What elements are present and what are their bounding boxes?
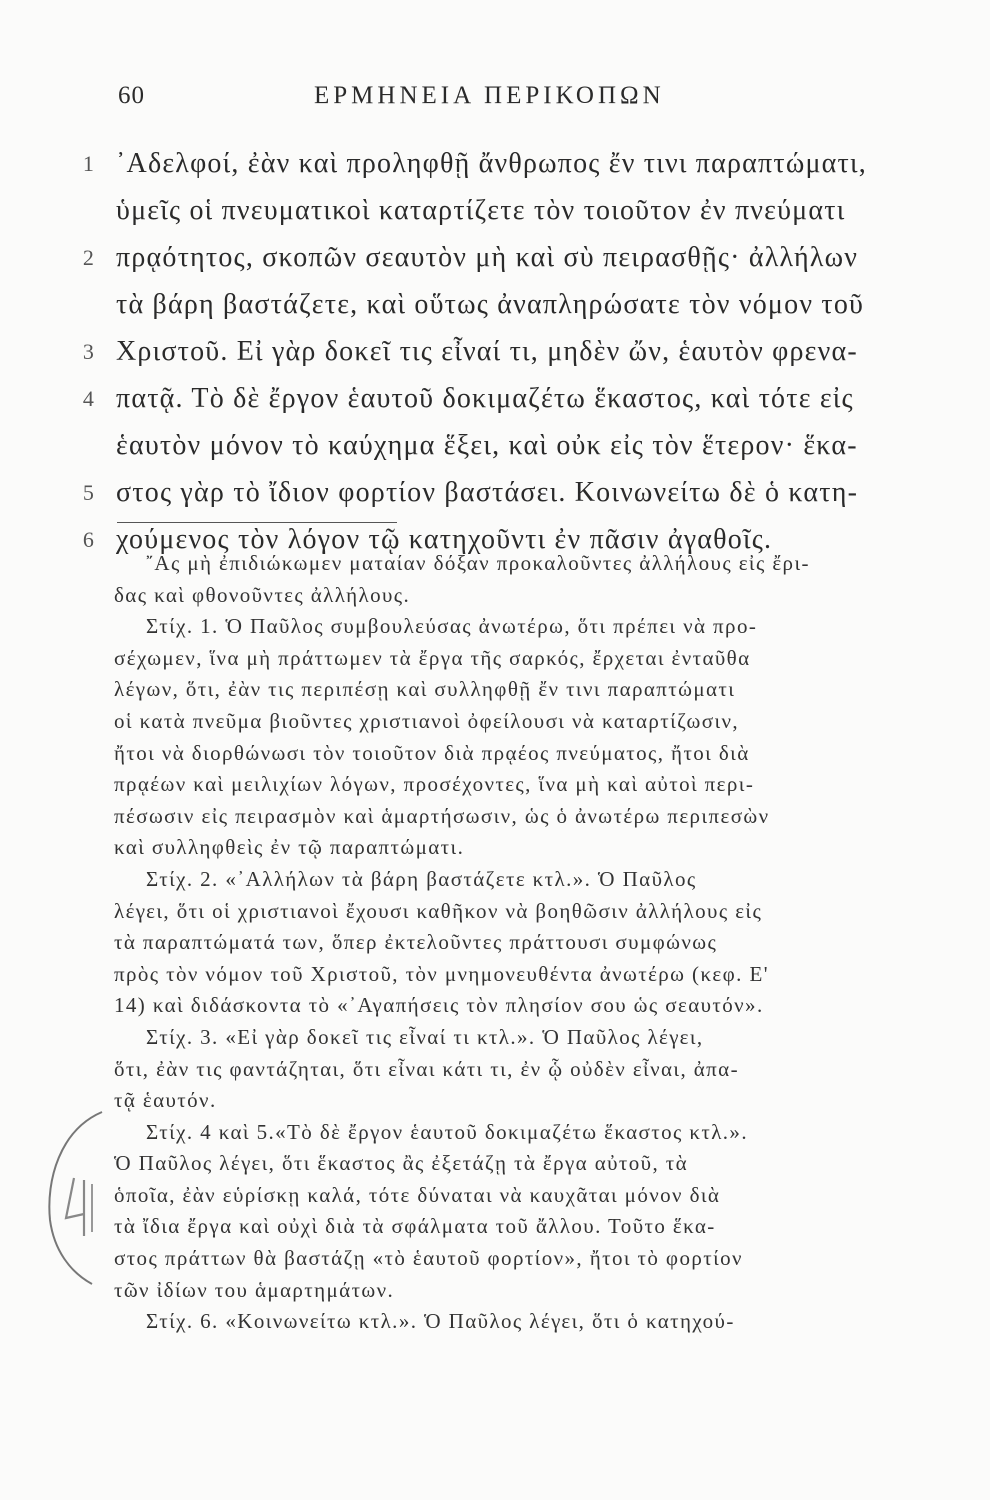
verse-number: 2	[82, 245, 96, 270]
commentary-text: Στίχ. 4 καὶ 5.«Τὸ δὲ ἔργον ἑαυτοῦ δοκιμαζέτω ἕκαστος κτλ.».	[146, 1119, 748, 1144]
running-title: ΕΡΜΗΝΕΙΑ ΠΕΡΙΚΟΠΩΝ	[314, 82, 665, 109]
commentary-line	[0, 1243, 990, 1275]
commentary-text: οἱ κατὰ πνεῦμα βιοῦντες χριστιανοὶ ὀφείλουσι νὰ καταρτίζωσιν,	[114, 708, 740, 733]
verse-line	[0, 281, 990, 328]
commentary-text: λέγων, ὅτι, ἐὰν τις περιπέσῃ καὶ συλληφθῇ ἔν τινι παραπτώματι	[114, 677, 736, 702]
verse-text: πατᾷ. Τὸ δὲ ἔργον ἑαυτοῦ δοκιμαζέτω ἕκαστος, καὶ τότε εἰς	[116, 383, 854, 414]
commentary-text: καὶ συλληφθεὶς ἐν τῷ παραπτώματι.	[114, 835, 465, 860]
commentary-text: πρᾳέων καὶ μειλιχίων λόγων, προσέχοντες, ἵνα μὴ καὶ αὐτοὶ περι-	[114, 772, 755, 797]
commentary-text: τᾷ ἑαυτόν.	[114, 1088, 217, 1113]
verse-line	[0, 469, 990, 516]
verse-line	[0, 422, 990, 469]
commentary-line	[0, 1180, 990, 1212]
commentary-line	[0, 548, 990, 580]
section-divider	[117, 522, 397, 523]
commentary	[0, 548, 990, 1338]
commentary-text: 14) καὶ διδάσκοντα τὸ «᾿Αγαπήσεις τὸν πλησίον σου ὡς σεαυτόν».	[114, 993, 764, 1018]
commentary-line	[0, 896, 990, 928]
commentary-line	[0, 990, 990, 1022]
verse-text: ἑαυτὸν μόνον τὸ καύχημα ἕξει, καὶ οὐκ εἰς τὸν ἕτερον· ἕκα-	[116, 430, 858, 461]
page-number: 60	[118, 82, 145, 109]
commentary-text: ἤτοι νὰ διορθώνωσι τὸν τοιοῦτον διὰ πρᾳέος πνεύματος, ἤτοι διὰ	[114, 740, 750, 765]
commentary-line	[0, 738, 990, 770]
verse-text: τὰ βάρη βαστάζετε, καὶ οὕτως ἀναπληρώσατε τὸν νόμον τοῦ	[116, 289, 865, 320]
commentary-text: Στίχ. 6. «Κοινωνείτω κτλ.». Ὁ Παῦλος λέγει, ὅτι ὁ κατηχού-	[146, 1309, 735, 1334]
verse-text: χούμενος τὸν λόγον τῷ κατηχοῦντι ἐν πᾶσιν ἀγαθοῖς.	[116, 524, 773, 555]
verse-number: 1	[82, 151, 96, 176]
commentary-line	[0, 580, 990, 612]
commentary-text: τὰ παραπτώματά των, ὅπερ ἐκτελοῦντες πράττουσι συμφώνως	[114, 930, 718, 955]
commentary-line	[0, 1148, 990, 1180]
verse-text: ᾿Αδελφοί, ἐὰν καὶ προληφθῇ ἄνθρωπος ἔν τινι παραπτώματι,	[116, 148, 867, 179]
commentary-line	[0, 769, 990, 801]
verse-number: 4	[82, 386, 96, 411]
commentary-line	[0, 643, 990, 675]
commentary-text: Ὁ Παῦλος λέγει, ὅτι ἕκαστος ἂς ἐξετάζῃ τὰ ἔργα αὐτοῦ, τὰ	[114, 1151, 688, 1176]
commentary-text: πέσωσιν εἰς πειρασμὸν καὶ ἁμαρτήσωσιν, ὡς ὁ ἀνωτέρω περιπεσὼν	[114, 803, 770, 828]
pencil-bracket-icon	[40, 1100, 110, 1290]
commentary-text: Στίχ. 2. «᾿Αλλήλων τὰ βάρη βαστάζετε κτλ.». Ὁ Παῦλος	[146, 866, 697, 891]
commentary-line	[0, 706, 990, 738]
commentary-text: Στίχ. 3. «Εἰ γὰρ δοκεῖ τις εἶναί τι κτλ.». Ὁ Παῦλος λέγει,	[146, 1024, 704, 1049]
commentary-line	[0, 864, 990, 896]
verse-line	[0, 328, 990, 375]
commentary-text: Στίχ. 1. Ὁ Παῦλος συμβουλεύσας ἀνωτέρω, ὅτι πρέπει νὰ προ-	[146, 614, 758, 639]
commentary-text: ὅτι, ἐὰν τις φαντάζηται, ὅτι εἶναι κάτι τι, ἐν ᾧ οὐδὲν εἶναι, ἀπα-	[114, 1056, 739, 1081]
verse-number: 6	[82, 527, 96, 552]
commentary-text: λέγει, ὅτι οἱ χριστιανοὶ ἔχουσι καθῆκον νὰ βοηθῶσιν ἀλλήλους εἰς	[114, 898, 763, 923]
commentary-line	[0, 1306, 990, 1338]
verse-line	[0, 375, 990, 422]
commentary-line	[0, 927, 990, 959]
verse-number: 3	[82, 339, 96, 364]
commentary-line	[0, 1211, 990, 1243]
commentary-text: πρὸς τὸν νόμον τοῦ Χριστοῦ, τὸν μνημονευθέντα ἀνωτέρω (κεφ. Ε'	[114, 961, 769, 986]
commentary-text: δας καὶ φθονοῦντες ἀλλήλους.	[114, 582, 411, 607]
commentary-text: στος πράττων θὰ βαστάζῃ «τὸ ἑαυτοῦ φορτίον», ἤτοι τὸ φορτίον	[114, 1246, 743, 1271]
commentary-text: ῎Ας μὴ ἐπιδιώκωμεν ματαίαν δόξαν προκαλοῦντες ἀλλήλους εἰς ἔρι-	[146, 551, 810, 575]
verse-line	[0, 187, 990, 234]
commentary-line	[0, 832, 990, 864]
commentary-line	[0, 959, 990, 991]
commentary-line	[0, 1022, 990, 1054]
scripture-passage	[0, 140, 990, 563]
commentary-line	[0, 674, 990, 706]
handwritten-margin-mark	[40, 1100, 110, 1290]
commentary-text: σέχωμεν, ἵνα μὴ πράττωμεν τὰ ἔργα τῆς σαρκός, ἔρχεται ἐνταῦθα	[114, 645, 751, 670]
verse-text: πρᾳότητος, σκοπῶν σεαυτὸν μὴ καὶ σὺ πειρασθῇς· ἀλλήλων	[116, 242, 859, 273]
verse-line	[0, 140, 990, 187]
verse-text: Χριστοῦ. Εἰ γὰρ δοκεῖ τις εἶναί τι, μηδὲν ὤν, ἑαυτὸν φρενα-	[116, 336, 858, 367]
commentary-text: τῶν ἰδίων του ἁμαρτημάτων.	[114, 1277, 395, 1302]
verse-text: ὑμεῖς οἱ πνευματικοὶ καταρτίζετε τὸν τοιοῦτον ἐν πνεύματι	[116, 195, 846, 226]
commentary-line	[0, 1117, 990, 1149]
verse-number: 5	[82, 480, 96, 505]
verse-line	[0, 234, 990, 281]
verse-text: στος γὰρ τὸ ἴδιον φορτίον βαστάσει. Κοινωνείτω δὲ ὁ κατη-	[116, 477, 859, 508]
commentary-line	[0, 801, 990, 833]
running-head	[118, 82, 878, 122]
commentary-line	[0, 1085, 990, 1117]
commentary-text: ὁποῖα, ἐὰν εὑρίσκῃ καλά, τότε δύναται νὰ καυχᾶται μόνον διὰ	[114, 1182, 721, 1207]
commentary-line	[0, 1054, 990, 1086]
commentary-text: τὰ ἴδια ἔργα καὶ οὐχὶ διὰ τὰ σφάλματα τοῦ ἄλλου. Τοῦτο ἕκα-	[114, 1214, 716, 1239]
commentary-line	[0, 611, 990, 643]
commentary-line	[0, 1275, 990, 1307]
